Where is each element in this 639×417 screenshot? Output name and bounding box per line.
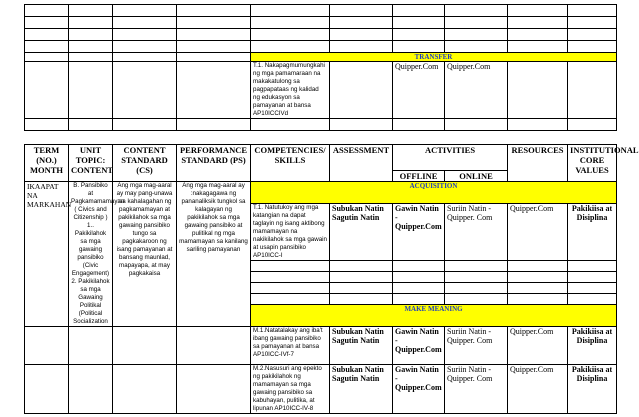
performance-standard-cell: Ang mga mag-aaral ay :nakagagawa ng pananaliksik tungkol sa kalagayan ng pakikilahok sa mga gawaing pansibiko at pulitikal ng mga mamamayan sa kanilang sariling pamayanan xyxy=(177,182,251,327)
empty-row xyxy=(25,29,617,41)
header-activities: ACTIVITIES xyxy=(393,145,508,171)
empty-row xyxy=(25,119,617,131)
acquisition-resources: Quipper.Com xyxy=(508,204,568,261)
empty-row xyxy=(25,17,617,29)
top-table xyxy=(24,4,617,131)
header-row xyxy=(25,145,617,171)
transfer-band-row xyxy=(25,53,617,62)
transfer-competency: T.1. Nakapagmumungkahi ng mga pamamaraan na makakatulong sa pagpapataas ng kalidad ng edukasyon sa pamayanan at bansa AP10ICCIVd xyxy=(251,62,330,119)
make-meaning-row-2 xyxy=(25,365,617,414)
mm2-resources: Quipper.Com xyxy=(508,365,568,414)
transfer-activity-online: Quipper.Com xyxy=(445,62,508,119)
make-meaning-label: MAKE MEANING xyxy=(251,305,617,327)
mm2-assessment: Subukan Natin Sagutin Natin xyxy=(330,365,393,414)
make-meaning-row-1 xyxy=(25,327,617,365)
mm1-values: Pakikiisa at Disiplina xyxy=(568,327,617,365)
header-resources: RESOURCES xyxy=(508,145,568,182)
empty-row xyxy=(25,41,617,53)
header-assessment: ASSESSMENT xyxy=(330,145,393,182)
acquisition-band-row xyxy=(25,182,617,204)
curriculum-map-table xyxy=(24,144,639,414)
term-cell: IKAAPAT NA MARKAHAN xyxy=(25,182,69,327)
header-core-values: INSTITUTIONAL CORE VALUES xyxy=(568,145,617,182)
mm2-values: Pakikiisa at Disiplina xyxy=(568,365,617,414)
mm2-online: Suriin Natin - Quipper. Com xyxy=(445,365,508,414)
acquisition-assessment: Subukan Natin Sagutin Natin xyxy=(330,204,393,261)
mm1-competency: M.1.Natatalakay ang iba't ibang gawaing pansibiko sa pamayanan at bansa AP10ICC-IVf-7 xyxy=(251,327,330,365)
acquisition-values: Pakikiisa at Disiplina xyxy=(568,204,617,261)
acquisition-competency: T.1. Natutukoy ang mga katangian na dapat taglayin ng isang aktibong mamamayan na nakikilahok sa mga gawain at usapin pansibiko AP10ICC-I xyxy=(251,204,330,261)
content-standard-cell: Ang mga mag-aaral ay may pang-unawa :sa kahalagahan ng pagkamamayan at pakikilahok sa mga gawaing pansibiko tungo sa pagkakaroon ng isang pamayanan at bansang maunlad, mapayapa, at may pagkakaisa xyxy=(113,182,177,327)
acquisition-online: Suriin Natin - Quipper. Com xyxy=(445,204,508,261)
header-performance-standard: PERFORMANCE STANDARD (PS) xyxy=(177,145,251,182)
header-unit-topic: UNIT TOPIC: CONTENT xyxy=(69,145,113,182)
empty-row xyxy=(25,5,617,17)
transfer-row xyxy=(25,62,617,119)
header-content-standard: CONTENT STANDARD (CS) xyxy=(113,145,177,182)
transfer-activity-offline: Quipper.Com xyxy=(393,62,445,119)
header-online: ONLINE xyxy=(445,171,508,182)
header-term: TERM (NO.) MONTH xyxy=(25,145,69,182)
mm1-assessment: Subukan Natin Sagutin Natin xyxy=(330,327,393,365)
acquisition-label: ACQUISITION xyxy=(251,182,617,204)
mm2-offline: Gawin Natin - Quipper.Com xyxy=(393,365,445,414)
mm1-online: Suriin Natin - Quipper. Com xyxy=(445,327,508,365)
unit-topic-cell: B. Pansibiko at Pagkamamamayan ( Civics and Citizenship ) 1.. Pakikilahok sa mga gawaing pansibiko (Civic Engagement) 2. Pakikilahok sa mga Gawaing Politikal (Political Socialization xyxy=(69,182,113,327)
transfer-label: TRANSFER xyxy=(251,53,617,62)
mm1-resources: Quipper.Com xyxy=(508,327,568,365)
mm1-offline: Gawin Natin - Quipper.Com xyxy=(393,327,445,365)
header-competencies: COMPETENCIES/ SKILLS xyxy=(251,145,330,182)
mm2-competency: M.2.Nasusuri ang epekto ng pakikilahok ng mamamayan sa mga gawaing pansibiko sa kabuhayan, pulitika, at lipunan AP10ICC-IV-8 xyxy=(251,365,330,414)
header-offline: OFFLINE xyxy=(393,171,445,182)
acquisition-offline: Gawin Natin - Quipper.Com xyxy=(393,204,445,261)
